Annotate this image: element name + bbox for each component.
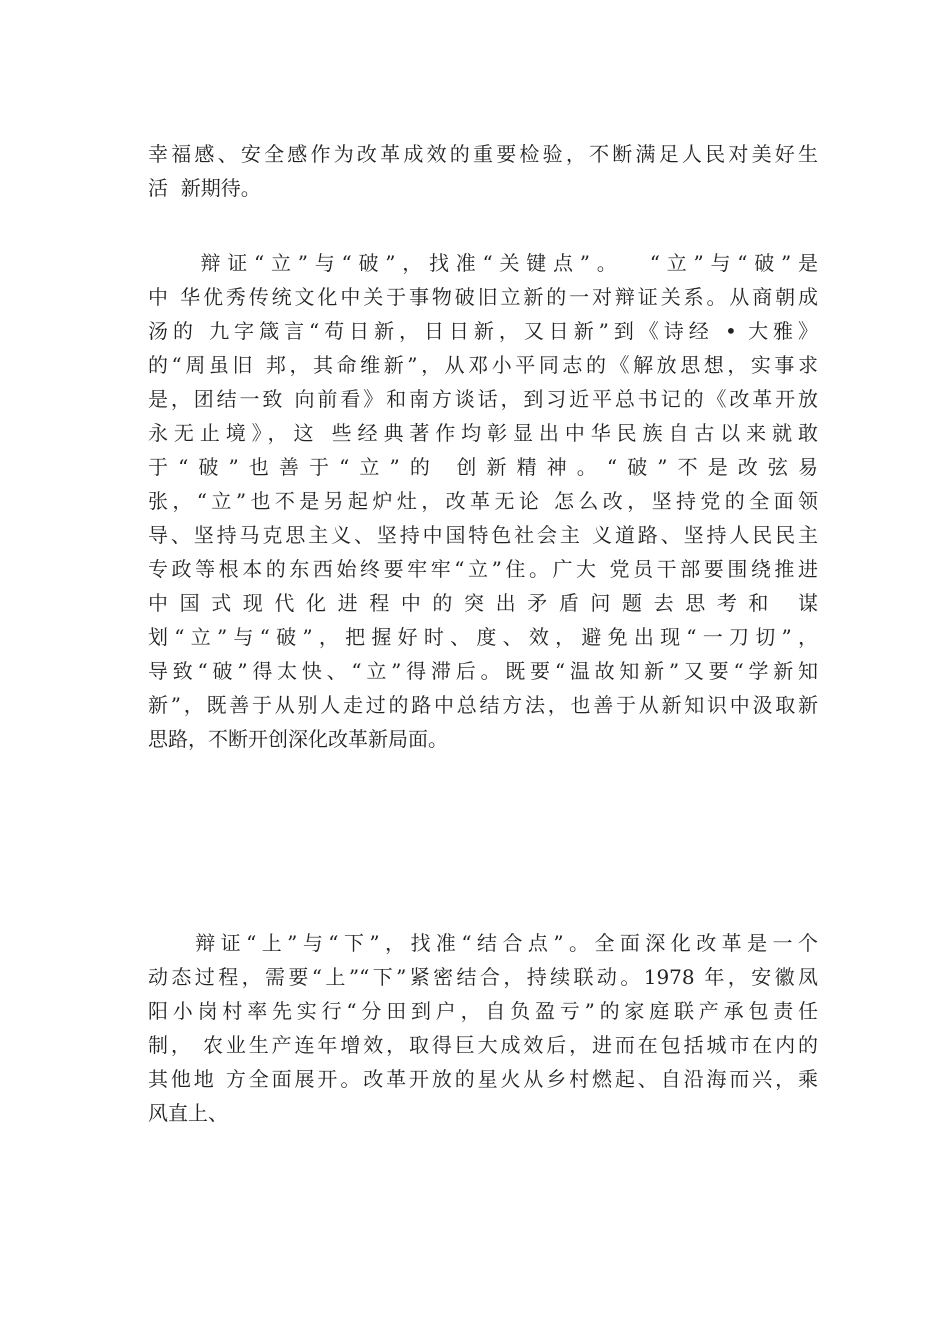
text-line: 制， 农业生产连年增效，取得巨大成效后，进而在包括城市在内的 — [148, 1033, 818, 1057]
text-line: 动态过程，需要“上”“下”紧密结合，持续联动。1978 年，安徽凤 — [148, 965, 818, 989]
text-line: 新”，既善于从别人走过的路中总结方法，也善于从新知识中汲取新 — [148, 693, 818, 717]
text-line: 张，“立”也不是另起炉灶，改革无论 怎么改，坚持党的全面领 — [148, 489, 818, 513]
text-line: 幸福感、安全感作为改革成效的重要检验，不断满足人民对美好生 — [148, 142, 818, 166]
paragraph-2 — [148, 246, 818, 756]
text-line: 专政等根本的东西始终要牢牢“立”住。广大 党员干部要围绕推进 — [148, 557, 818, 581]
text-line: 的“周虽旧 邦，其命维新”，从邓小平同志的《解放思想，实事求 — [148, 353, 818, 377]
text-line: 其他地 方全面展开。改革开放的星火从乡村燃起、自沿海而兴，乘 — [148, 1067, 818, 1091]
text-line: 活 新期待。 — [148, 176, 261, 200]
text-line: 是，团结一致 向前看》和南方谈话，到习近平总书记的《改革开放 — [148, 387, 818, 411]
paragraph-3 — [148, 926, 818, 1130]
text-line: 于“破”也善于“立”的 创新精神。“破”不是改弦易 — [148, 455, 818, 479]
paragraph-1 — [148, 137, 818, 205]
text-line: 辩证“上”与“下”，找准“结合点”。全面深化改革是一个 — [148, 931, 818, 955]
text-line: 思路，不断开创深化改革新局面。 — [148, 727, 448, 751]
text-line: 导致“破”得太快、“立”得滞后。既要“温故知新”又要“学新知 — [148, 659, 818, 683]
text-line: 阳小岗村率先实行“分田到户，自负盈亏”的家庭联产承包责任 — [148, 999, 818, 1023]
text-line: 划“立”与“破”，把握好时、度、效，避免出现“一刀切”， — [148, 625, 818, 649]
text-line: 中国式现代化进程中的突出矛盾问题去思考和 谋 — [148, 591, 818, 615]
text-line: 辩证“立”与“破”，找准“关键点”。 “立”与“破”是 — [148, 251, 818, 275]
text-line: 汤的 九字箴言“苟日新，日日新，又日新”到《诗经 • 大雅》 — [148, 319, 818, 343]
text-line: 风直上、 — [148, 1101, 228, 1125]
text-line: 导、坚持马克思主义、坚持中国特色社会主 义道路、坚持人民民主 — [148, 523, 818, 547]
text-line: 中 华优秀传统文化中关于事物破旧立新的一对辩证关系。从商朝成 — [148, 285, 818, 309]
text-line: 永无止境》，这 些经典著作均彰显出中华民族自古以来就敢 — [148, 421, 818, 445]
